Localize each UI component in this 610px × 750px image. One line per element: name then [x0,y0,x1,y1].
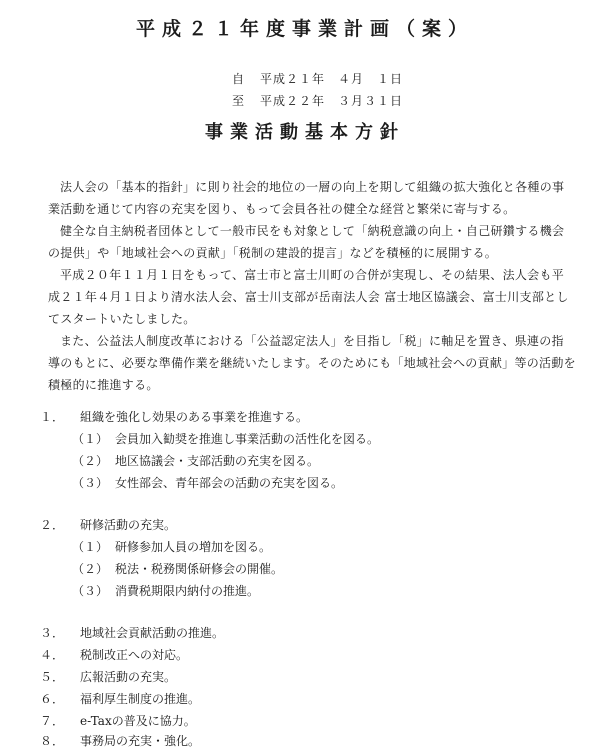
list-item-number: ６． [40,692,65,706]
list-item-text: 事務局の充実・強化。 [80,734,201,748]
sub-item-1-1 [72,432,379,446]
paragraph-1: 法人会の「基本的指針」に則り社会的地位の一層の向上を期して組織の拡大強化と各種の事業活動を通じて内容の充実を図り、もって会員各社の健全な経営と繁栄に寄与する。 [48,180,565,216]
period-to-label: 至 [232,94,246,108]
period-to-date: 平成２２年 ３月３１日 [260,94,404,108]
list-item-3 [40,626,224,640]
list-item-number: １． [40,410,65,424]
sub-item-number: （２） [72,454,109,468]
list-item-4 [40,648,188,662]
sub-item-text: 会員加入勧奨を推進し事業活動の活性化を図る。 [115,432,380,446]
sub-item-text: 女性部会、青年部会の活動の充実を図る。 [115,476,344,490]
sub-item-number: （１） [72,540,109,554]
sub-item-number: （２） [72,562,109,576]
sub-item-1-2 [72,454,319,468]
list-item-text: 研修活動の充実。 [80,518,177,532]
sub-item-text: 研修参加人員の増加を図る。 [115,540,272,554]
list-item-number: ２． [40,518,65,532]
section-heading: 事業活動基本方針 [205,122,405,143]
list-item-number: ４． [40,648,65,662]
sub-item-text: 地区協議会・支部活動の充実を図る。 [115,454,320,468]
list-item-5 [40,670,176,684]
period-to [232,92,403,109]
list-item-text: 地域社会貢献活動の推進。 [80,626,225,640]
sub-item-number: （３） [72,476,109,490]
list-item-2 [40,518,176,532]
list-item-text: 税制改正への対応。 [80,648,189,662]
list-item-8 [40,734,200,748]
sub-item-text: 消費税期限内納付の推進。 [115,584,260,598]
list-item-number: ８． [40,734,65,748]
period-from-label: 自 [232,72,246,86]
period-from [232,70,403,87]
list-item-7 [40,714,196,728]
list-item-number: ７． [40,714,65,728]
sub-item-number: （３） [72,584,109,598]
sub-item-1-3 [72,476,343,490]
sub-item-2-1 [72,540,271,554]
list-item-6 [40,692,200,706]
list-item-number: ５． [40,670,65,684]
paragraph-2: 健全な自主納税者団体として一般市民をも対象として「納税意識の向上・自己研鑽する機会の提供」や「地域社会への貢献」「税制の建設的提言」などを積極的に展開する。 [48,224,565,260]
sub-item-2-2 [72,562,283,576]
list-item-text: 福利厚生制度の推進。 [80,692,201,706]
list-item-1 [40,410,308,424]
sub-item-2-3 [72,584,259,598]
list-item-number: ３． [40,626,65,640]
list-item-text: 組織を強化し効果のある事業を推進する。 [80,410,309,424]
paragraph-3: 平成２０年１１月１日をもって、富士市と富士川町の合併が実現し、その結果、法人会も平成２１年４月１日より清水法人会、富士川支部が岳南法人会 富士地区協議会、富士川支部としてスタートいたしました。 [48,268,569,326]
paragraph-4: また、公益法人制度改革における「公益認定法人」を目指し「税」に軸足を置き、県連の指導のもとに、必要な準備作業を継続いたします。そのためにも「地域社会への貢献」等の活動を積極的に推進する。 [48,334,576,392]
list-item-text: 広報活動の充実。 [80,670,177,684]
period-from-date: 平成２１年 ４月 １日 [260,72,404,86]
list-item-text: e-Taxの普及に協力。 [80,714,196,728]
sub-item-text: 税法・税務関係研修会の開催。 [115,562,284,576]
sub-item-number: （１） [72,432,109,446]
document-title: 平成２１年度事業計画（案） [135,18,474,40]
